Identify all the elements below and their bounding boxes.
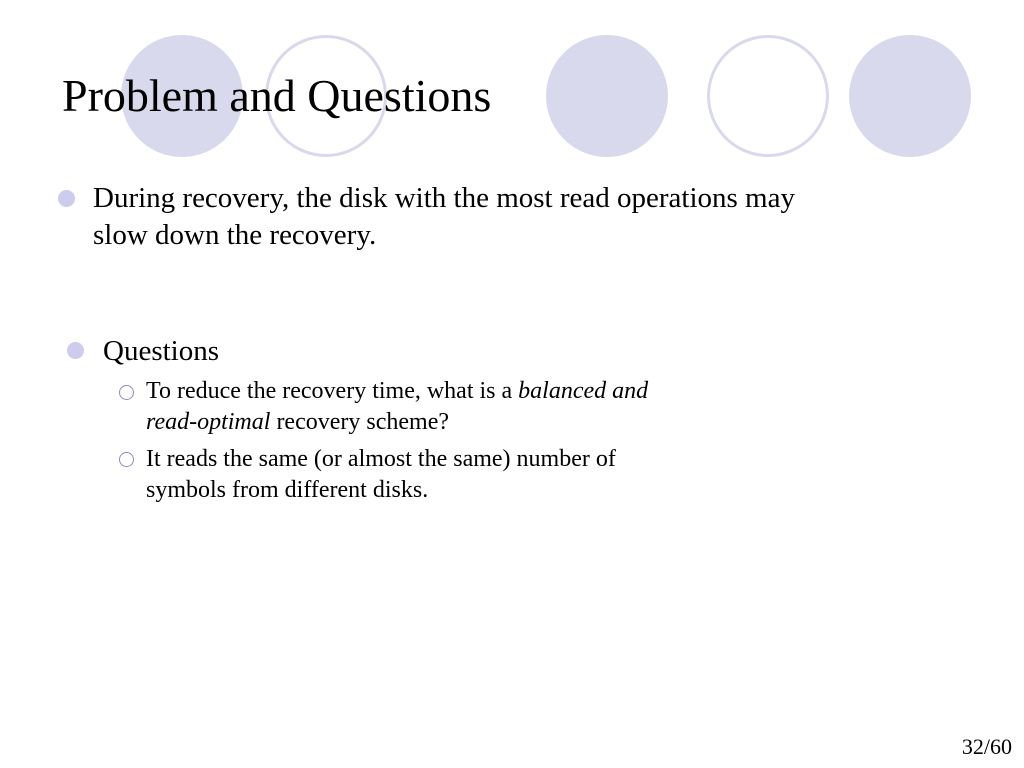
sub-bullet-text-reduce-line2 [146,407,449,438]
bullet-text-recovery-line2: slow down the recovery. [93,219,377,251]
sub-bullet-emphasis: read-optimal [146,409,271,435]
sub-bullet-ring-icon [119,452,134,467]
page-number: 32/60 [961,734,1012,759]
decor-circle-filled-3 [849,35,971,157]
sub-bullet-text-part: To reduce the recovery time, what is a [146,378,519,404]
sub-bullet-text-reduce-line1 [146,376,648,407]
bullet-text-questions: Questions [103,335,219,367]
decor-circle-ring-2 [707,35,829,157]
sub-bullet-emphasis: balanced and [518,378,649,404]
sub-bullet-text-part: recovery scheme? [270,409,449,435]
sub-bullet-text-reads-line1: It reads the same (or almost the same) number of [146,446,616,472]
decor-circle-filled-2 [546,35,668,157]
bullet-dot-icon [67,342,84,359]
bullet-dot-icon [58,190,75,207]
bullet-text-recovery-line1: During recovery, the disk with the most read operations may [93,182,795,214]
slide-title: Problem and Questions [62,70,492,121]
sub-bullet-text-reads-line2: symbols from different disks. [146,477,429,503]
sub-bullet-ring-icon [119,385,134,400]
